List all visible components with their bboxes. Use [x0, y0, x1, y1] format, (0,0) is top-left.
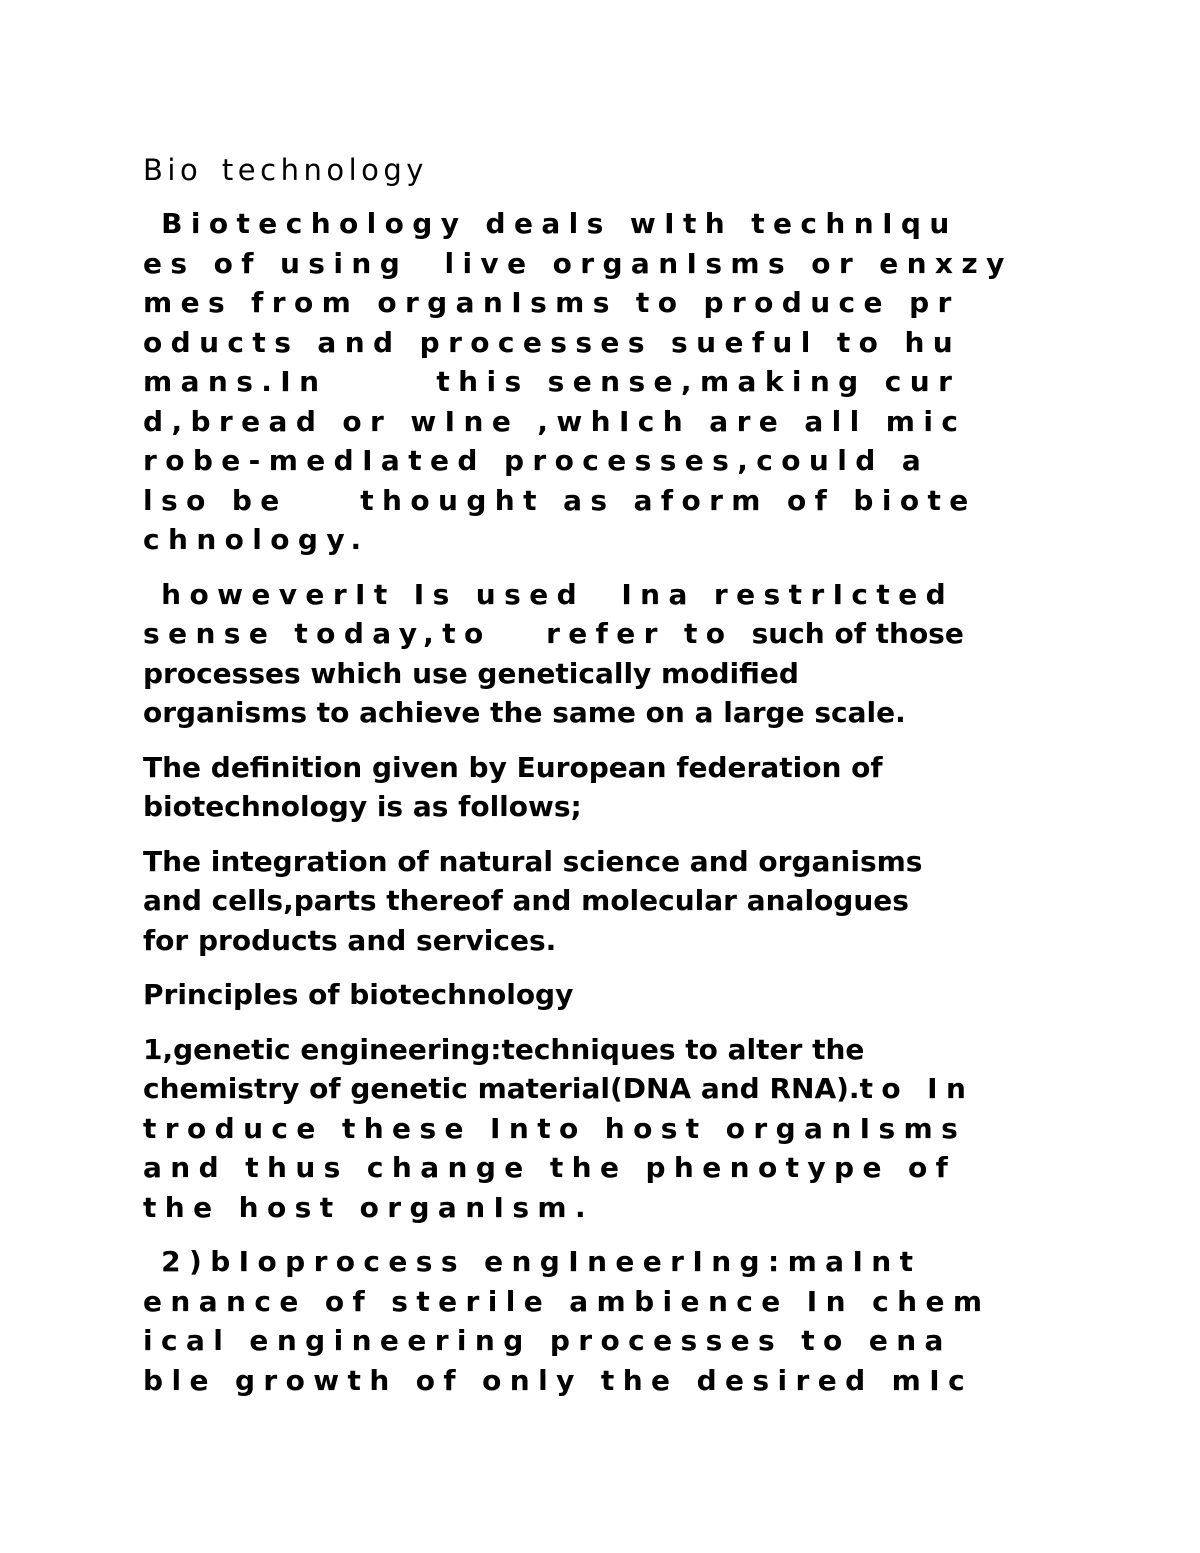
text-line [143, 693, 1073, 733]
text-line [143, 921, 1073, 961]
paragraph [143, 975, 1073, 1015]
text-line [143, 481, 1073, 521]
text-run: such of those [751, 617, 964, 650]
text-line [143, 1361, 1073, 1401]
text-run: 1,genetic engineering:techniques to alter the [143, 1032, 865, 1066]
text-line [143, 787, 1073, 827]
text-line [143, 614, 1073, 654]
text-line [143, 244, 1073, 284]
text-run: Biotechology deals wIth technIqu [143, 207, 958, 240]
text-run: organisms to achieve the same on a large scale. [143, 696, 906, 729]
text-run: The definition given by European federation of [143, 750, 883, 784]
text-run: to In [859, 1072, 975, 1105]
paragraph [143, 1242, 1073, 1400]
text-line [143, 748, 1073, 788]
text-line [143, 881, 1073, 921]
paragraph-spacer [143, 1015, 1073, 1030]
text-run: The integration of natural science and organisms [143, 844, 923, 878]
paragraph [143, 1030, 1073, 1228]
text-line [143, 575, 1073, 615]
text-run: d,bread or wIne ,whIch are all mic [143, 404, 967, 438]
text-run: mans.In this sense,making cur [143, 365, 961, 398]
text-line [143, 1148, 1073, 1188]
paragraph-spacer [143, 960, 1073, 975]
paragraph [143, 204, 1073, 560]
text-run: ble growth of only the desired mIc [143, 1363, 974, 1397]
text-run: chnology. [143, 523, 370, 556]
text-run: biotechnology is as follows; [143, 790, 582, 823]
document-title: Bio technology [143, 153, 428, 187]
text-run: enance of sterile ambience In chem [143, 1284, 991, 1318]
text-line [143, 204, 1073, 244]
text-run: and cells,parts thereof and molecular analogues [143, 884, 909, 917]
text-run: 2)bIoprocess engIneerIng:maInt [143, 1245, 922, 1278]
text-line [143, 654, 1073, 694]
text-run: chemistry of genetic material(DNA and RNA). [143, 1072, 860, 1105]
paragraph [143, 748, 1073, 827]
text-run: for products and services. [143, 923, 557, 957]
paragraph [143, 575, 1073, 733]
document-body [143, 150, 1073, 1400]
text-line [143, 1069, 1073, 1109]
text-line [143, 1242, 1073, 1282]
text-run: the host organIsm. [143, 1190, 595, 1224]
text-line [143, 323, 1073, 363]
text-run: es of using live organIsms or enxzy [143, 246, 1013, 280]
paragraph [143, 842, 1073, 961]
text-line [143, 1109, 1073, 1149]
paragraph-spacer [143, 827, 1073, 842]
paragraph-spacer [143, 560, 1073, 575]
text-run: ical engineering processes to ena [143, 1324, 952, 1357]
paragraph-spacer [143, 1227, 1073, 1242]
text-run: howeverIt Is used Ina restrIcted [143, 577, 955, 611]
text-line [143, 1030, 1073, 1070]
text-run: and thus change the phenotype of [143, 1151, 957, 1184]
text-line [143, 283, 1073, 323]
text-line [143, 975, 1073, 1015]
text-line [143, 1282, 1073, 1322]
text-line [143, 842, 1073, 882]
text-run: Principles of biotechnology [143, 978, 574, 1011]
text-run: oducts and processes sueful to hu [143, 325, 962, 359]
text-run: troduce these Into host organIsms [143, 1111, 967, 1145]
text-line [143, 441, 1073, 481]
text-run: lso be thought as aform of biote [143, 483, 977, 517]
paragraph-spacer [143, 733, 1073, 748]
text-line [143, 402, 1073, 442]
text-run: sense today,to refer to [143, 617, 752, 650]
text-run: mes from organIsms to produce pr [143, 286, 960, 319]
text-run: robe-medIated processes,could a [143, 444, 930, 477]
text-line [143, 1188, 1073, 1228]
text-line [143, 1321, 1073, 1361]
text-line [143, 362, 1073, 402]
text-line [143, 520, 1073, 560]
text-run: processes which use genetically modified [143, 656, 799, 690]
